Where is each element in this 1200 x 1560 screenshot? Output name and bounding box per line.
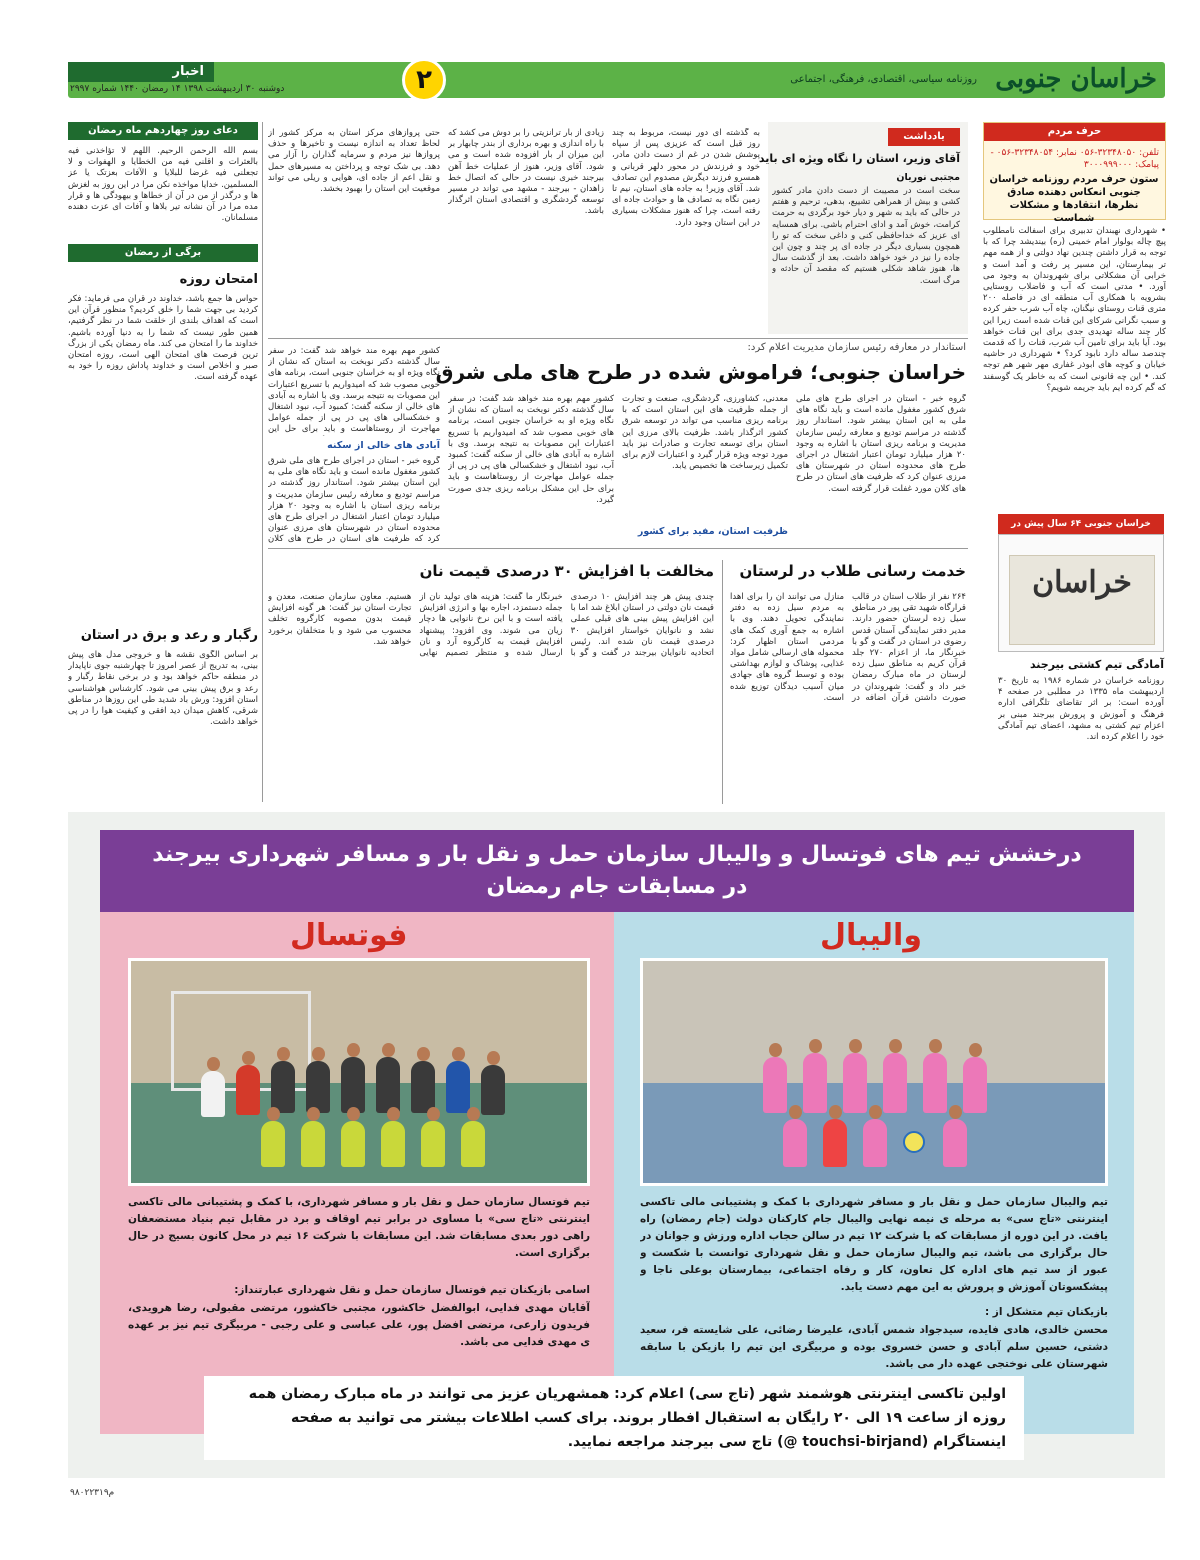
player-figure	[461, 1121, 485, 1167]
section-header-people: حرف مردم	[984, 123, 1165, 141]
main-article-title: خراسان جنوبی؛ فراموش شده در طرح های ملی شرق	[435, 360, 966, 384]
main-article-kicker: استاندار در معارفه رئیس سازمان مدیریت اعلام کرد:	[747, 342, 966, 353]
ramadan-body: حواس ها جمع باشد، خداوند در قرآن می فرماید: فکر کردید بی جهت شما را خلق کردیم؟ منظور قرآن این است که اهداف بلندی از خلقت شما در نظر گرفتیم، همین طور نیست که شما را به دنیا آورده باشیم. خداوند ما را امتحان می کند. ماه رمضان یکی از بزرگ ترین فرصت های امتحان الهی است، روزه امتحان صبر و اخلاص است و خداوند پاداش روزه را خود به عهده گرفته است.	[68, 294, 258, 383]
archive-caption: آمادگی تیم کشتی بیرجند	[1029, 658, 1164, 671]
player-figure	[381, 1121, 405, 1167]
note-author: مجتبی نوریان	[896, 172, 960, 183]
people-comments: • شهرداری نهبندان تدبیری برای آسفالت نامطلوب پیچ چاله بولوار امام خمینی (ره) بیندیشد چرا که با توجه به قرار داشتن چندین نهاد دولتی و از همه مهم تر بیمارستان، این مسیر پر رفت و آمد است و خرابی آن مشکلاتی برای شهروندان به وجود می آورد. • مدتی است که آب و فاضلاب روستایی بشرویه با همکاری آب منطقه ای در فاصله ۲۰۰ متری قنات روستای نیگنان، چاه آب شرب حفر کرده و سبب نگرانی شرکای این قنات شده است زیرا این کار چند ساله تهدیدی جدی برای این قنات خواهد بود. آیا باید برای تامین آب شرب، قنات را که قدمت چندصد ساله دارد نابود کرد؟ • شهرداری در حاشیه خیابان و کوچه های ابوذر غفاری مهر شهر هم توجه کند. • این چه قانونی است که به خاطر یک گوسفند که گم کرده ایم باید جریمه شویم؟	[983, 226, 1166, 393]
price-article-title: مخالفت با افزایش ۳۰ درصدی قیمت نان	[419, 562, 714, 580]
students-article-title: خدمت رسانی طلاب در لرستان	[739, 562, 966, 580]
archive-body: روزنامه خراسان در شماره ۱۹۸۶ به تاریخ ۳۰ اردیبهشت ماه ۱۳۳۵ در مطلبی در صفحه ۴ آورده است: بر اثر تقاضای تلگرافی اداره فرهنگ و آموزش و پرورش بیرجند مبنی بر اعزام تیم کشتی به مشهد، اعضای تیم آمادگی خود را اعلام کرده اند.	[998, 676, 1164, 743]
newspaper-subtitle: روزنامه سیاسی، اقتصادی، فرهنگی، اجتماعی	[790, 74, 977, 85]
dua-header: دعای روز چهاردهم ماه رمضان	[68, 122, 258, 140]
announcement-box	[204, 1376, 1024, 1460]
volleyball-roster-label: بازیکنان تیم متشکل از :	[984, 1306, 1108, 1318]
player-figure	[803, 1053, 827, 1113]
player-figure	[411, 1061, 435, 1113]
player-figure	[301, 1121, 325, 1167]
note-continued-col1: به گذشته ای دور نیست، مربوط به چند روز قبل است که عزیزی پس از سپاه پوشش شدن در غم از دست دادن مادر، خود و فرزندش در محور دلهر قربانی و همسرو فرزند دیگرش مصدوم این تصادف شد. آقای وزیر! به جاده های استان، نیم تا زمین نگاه به تصادف ها و حوادث جاده ای رفته است، چرا که هنوز مشکلات بسیاری در این استان وجود دارد.	[612, 128, 760, 228]
volleyball-title: والیبال	[820, 918, 922, 953]
contact-tagline: ستون حرف مردم روزنامه خراسان جنوبی انعکاس دهنده صادق نظرها، انتقادها و مشکلات شماست	[989, 174, 1159, 224]
player-figure	[843, 1053, 867, 1113]
player-figure	[783, 1119, 807, 1167]
ad-title-banner	[100, 830, 1134, 912]
player-figure	[341, 1121, 365, 1167]
player-figure	[201, 1071, 225, 1117]
ad-title-line1: درخشش تیم های فوتسال و والیبال سازمان حمل و نقل بار و مسافر شهرداری بیرجند	[152, 842, 1082, 867]
contact-box	[983, 122, 1166, 224]
dateline: دوشنبه ۳۰ اردیبهشت ۱۳۹۸ ۱۴ رمضان ۱۴۴۰ شماره ۲۹۹۷	[70, 84, 285, 94]
main-article-lead: گروه خبر - استان در اجرای طرح های ملی شرق کشور مغفول مانده است و باید نگاه های ملی به این استان بیشتر شود. استاندار روز گذشته در مراسم تودیع و معارفه رئیس سازمان مدیریت و برنامه ریزی استان با اشاره به وجود ۲۰ هزار میلیارد تومان اعتبار اشتغال در اجرای طرح های محدوده استان در شهرستان های مرزی عنوان کرد که ظرفیت های استان در طرح های کلان مورد غفلت قرار گرفته است.	[796, 394, 966, 494]
weather-title: رگبار و رعد و برق در استان	[80, 628, 258, 643]
announcement-text: اولین تاکسی اینترنتی هوشمند شهر (تاج سی) اعلام کرد: همشهریان عزیز می توانند در ماه مبارک رمضان همه روزه از ساعت ۱۹ الی ۲۰ رایگان به استقبال افطار بروند. برای کسب اطلاعات بیشتر می توانید به صفحه اینستاگرام (touchsi-birjand @) تاج سی بیرجند مراجعه نمایید.	[248, 1386, 1006, 1450]
player-figure	[421, 1121, 445, 1167]
students-article-body: ۲۶۴ نفر از طلاب استان در قالب قرارگاه شهید تقی پور در مناطق سیل زده لرستان حضور دارند. مدیر دفتر نمایندگی آستان قدس رضوی در استان در گفت و گو با خبرنگار ما، از اعزام ۲۷۰ جلد قرآن کریم به مناطق سیل زده لرستان در ماه مبارک رمضان خبر داد و گفت: شهروندان در صورت داشتن قرآن اضافه در منازل می توانند آن را برای اهدا به مردم سیل زده به دفتر نمایندگی تحویل دهند. وی با اشاره به جمع آوری کمک های مردمی استان اظهار کرد: محموله های ارسالی شامل مواد غذایی، پوشاک و لوازم بهداشتی بوده و توسط گروه های جهادی میان آسیب دیدگان توزیع شده است.	[730, 592, 966, 703]
archive-image	[998, 534, 1164, 652]
main-article-subhead-capacity: ظرفیت استان، مفید برای کشور	[637, 526, 788, 537]
main-article-col5: گروه خبر - استان در اجرای طرح های ملی شرق کشور مغفول مانده است و باید نگاه های ملی به این استان بیشتر شود. استاندار روز گذشته در مراسم تودیع و معارفه رئیس سازمان مدیریت و برنامه ریزی استان با اشاره به وجود ۲۰ هزار میلیارد تومان اعتبار اشتغال در اجرای طرح های محدوده استان در شهرستان های مرزی عنوان کرد که ظرفیت های استان در طرح های کلان	[268, 456, 440, 544]
player-figure	[923, 1053, 947, 1113]
futsal-roster-label: اسامی بازیکنان تیم فوتسال سازمان حمل و نقل شهرداری عبارتنداز:	[234, 1284, 590, 1296]
player-figure	[261, 1121, 285, 1167]
dua-body: بسم الله الرحمن الرحیم. اللهم لا تؤاخذنی فیه بالعثرات و اقلنی فیه من الخطایا و الهفوات و لا تجعلنی فیه غرضا للبلایا و الآفات بعزتک یا عز المسلمین. خدایا مواخذه نکن مرا در این روز به لغزش ها و درگذر از من در آن از خطاها و بیهودگی ها و قرار مده مرا در آن نشانه تیر بلاها و آفات ای عزت دهنده مسلمانان.	[68, 146, 258, 224]
volleyball-roster: محسن خالدی، هادی فایده، سیدجواد شمس آبادی، علیرضا رضائی، علی شایسته فر، سعید دشتی، حسین سلم آبادی و حسن خسروی بوده و مربیگری این تیم را بازیکن با سابقه شهرستان علی نوختجی عهده دار می باشد.	[640, 1324, 1108, 1370]
player-figure	[963, 1057, 987, 1113]
player-figure	[883, 1053, 907, 1113]
futsal-title: فوتسال	[290, 918, 408, 953]
archive-masthead: خراسان	[1032, 565, 1132, 600]
player-figure	[341, 1057, 365, 1113]
futsal-team-photo	[128, 958, 590, 1186]
main-article-col4: کشور مهم بهره مند خواهد شد گفت: در سفر سال گذشته دکتر نوبخت به استان که نشان از نگاه ویژه او به خراسان جنوبی است، برنامه های خوبی مصوب شد که امیدواریم با تسریع اعتبارات این مصوبات به نتیجه برسد. وی با اشاره به آبادی های خالی از سکنه گفت: کمبود آب، نبود اشتغال و خشکسالی های پی در پی از جمله عوامل مهاجرت از روستاهاست و باید برای حل این	[268, 346, 440, 435]
section-tab: اخبار	[68, 62, 214, 82]
player-figure	[863, 1119, 887, 1167]
ramadan-title: امتحان روزه	[179, 272, 258, 287]
price-article-body: چندی پیش هر چند افزایش ۱۰ درصدی قیمت نان دولتی در استان ابلاغ شد اما با این افزایش پیش بینی های قبلی عملی نشد و نانوایان خواستار افزایش ۳۰ درصدی قیمت نان شده اند. رئیس اتحادیه نانوایان بیرجند در گفت و گو با خبرنگار ما گفت: هزینه های تولید نان از جمله دستمزد، اجاره بها و انرژی افزایش یافته است و با این نرخ نانوایی ها دچار زیان می شوند. وی افزود: پیشنهاد افزایش قیمت به کارگروه آرد و نان ارسال شده و منتظر تصمیم نهایی هستیم. معاون سازمان صنعت، معدن و تجارت استان نیز گفت: هر گونه افزایش قیمت بدون مصوبه کارگروه تخلف محسوب می شود و با متخلفان برخورد خواهد شد.	[268, 592, 714, 659]
newspaper-logo: خراسان جنوبی	[995, 64, 1157, 94]
futsal-roster: آقایان مهدی فدایی، ابوالفضل خاکشور، مجتبی خاکشور، مرتضی مقبولی، رضا هرویدی، فریدون زارعی، مرتضی افضل پور، علی عباسی و علی رجبی - مربیگری تیم نیز بر عهده ی مهدی فدایی می باشد.	[128, 1302, 590, 1348]
note-title: آقای وزیر، استان را نگاه ویژه ای باید	[758, 152, 960, 165]
archive-header: خراسان جنوبی ۶۴ سال پیش در	[998, 514, 1164, 534]
player-figure	[823, 1119, 847, 1167]
player-figure	[446, 1061, 470, 1113]
contact-phones: تلفن: ۳۲۳۴۸۰۵۰-۰۵۶ نمابر: ۳۲۳۴۸۰۵۴-۰۵۶ - پیامک: ۳۰۰۰۹۹۹۰۰۰	[990, 148, 1159, 170]
note-label: یادداشت	[888, 128, 960, 146]
note-continued-col3: حتی پروازهای مرکز استان به مرکز کشور از لحاظ تعداد به اندازه نیست و تاخیرها و حذف پروازها نیز مردم و سرمایه گذاران را آزار می دهد. بی شک توجه و پرداختن به مسیرهای حمل و نقل اعم از جاده ای، هوایی و ریلی می تواند موقعیت این استان را بهبود بخشد.	[268, 128, 440, 195]
divider	[262, 122, 263, 802]
player-figure	[763, 1057, 787, 1113]
ad-code: ۹۸۰۲۲۳۱۹م	[70, 1488, 115, 1498]
weather-body: بر اساس الگوی نقشه ها و خروجی مدل های پیش بینی، به تدریج از عصر امروز تا چهارشنبه جوی ناپایدار در منطقه حاکم خواهد بود و در برخی نقاط رگبار و رعد و برق پیش بینی می شود. کارشناس هواشناسی استان افزود: ورش باد شدید طی این روزها در مناطق شرقی، کاهش میدان دید افقی و کیفیت هوا را در پی خواهد داشت.	[68, 650, 258, 728]
futsal-text: تیم فوتسال سازمان حمل و نقل بار و مسافر شهرداری، با کمک و پشتیبانی مالی تاکسی اینترنتی «تاج سی» با مساوی در برابر تیم اوقاف و برد در مقابل تیم بنیاد مستضعفان راهی دور بعدی مسابقات شد. این مسابقات با شرکت ۱۶ تیم در محل کانون بسیج در حال برگزاری است.	[128, 1196, 590, 1259]
main-article-col2: معدنی، کشاورزی، گردشگری، صنعت و تجارت از جمله ظرفیت های این استان است که با برنامه ریزی مناسب می تواند در توسعه شرق کشور اثرگذار باشد. ظرفیت بالای مرزی این استان برای توسعه تجارت و صادرات نیز باید مورد توجه ویژه قرار گیرد و اعتبارات لازم برای تکمیل زیرساخت ها تخصیص یابد.	[622, 394, 788, 472]
player-figure	[481, 1065, 505, 1115]
divider	[268, 548, 968, 549]
ad-title-line2: در مسابقات جام رمضان	[486, 874, 748, 899]
main-article-col3: کشور مهم بهره مند خواهد شد گفت: در سفر سال گذشته دکتر نوبخت به استان که نشان از نگاه ویژه او به خراسان جنوبی است، برنامه های خوبی مصوب شد که امیدواریم با تسریع اعتبارات این مصوبات به نتیجه برسد. وی با اشاره به آبادی های خالی از سکنه گفت: کمبود آب، نبود اشتغال و خشکسالی های پی در پی از جمله عوامل مهاجرت از روستاهاست و باید برای حل این مشکل برنامه ریزی جدی صورت گیرد.	[448, 394, 614, 505]
volleyball-team-photo	[640, 958, 1108, 1186]
volleyball-text: تیم والیبال سازمان حمل و نقل بار و مسافر شهرداری با کمک و پشتیبانی مالی تاکسی اینترنتی «تاج سی» به مرحله ی نیمه نهایی والیبال جام کارکنان دولت (جام رمضان) راه یافت. در این دوره از مسابقات که با شرکت ۱۲ تیم در سالن حجاب اداره ورزش و جوانان در حال برگزاری می باشد، تیم والیبال سازمان حمل و نقل شهرداری توانست با شکست و عبور از سد تیم های اداره کل تعاون، کار و رفاه اجتماعی، بیمارستان بوعلی ناجا و پیشکسوتان آموزش و پرورش به این مهم دست یابد.	[640, 1196, 1108, 1293]
player-figure	[306, 1061, 330, 1113]
note-body: سخت است در مصیبت از دست دادن مادر کشور کشی و بیش از همراهی تشییع، بدهی، ترحیم و هفتم در حالی که باید به شهر و دیار خود برگردی به حرمت کرامت، خوش آمد و ادای احترام باشی. برای همسایه ای عزیز که خداحافظی کنی و داغی سخت که تو را همچون بسیاری دیگر در جاده ای پر چند و چون این جاده را نیز در خود خواهد داشت. بعد از گذشت سال ها، هنوز شاهد شکلی هستیم که مقصد آن حادثه و مرگ است.	[772, 186, 960, 286]
main-article-subhead-villages: آبادی های خالی از سکنه	[327, 440, 440, 451]
player-figure	[376, 1057, 400, 1113]
page-number-badge: ۲	[402, 58, 446, 102]
ramadan-header: برگی از رمضان	[68, 244, 258, 262]
divider	[722, 560, 723, 804]
note-continued-col2: زیادی از بار ترانزیتی را بر دوش می کشد که با راه اندازی و بهره برداری از بندر چابهار بر این میزان ار بار افزوده شده است و می شود. آقای وزیر، هنوز از عملیات خط آهن بیرجند خبری نیست در حالی که اتصال خط زاهدان - بیرجند - مشهد می تواند در مسیر توسعه گردشگری و اقتصادی استان اثرگذار باشد.	[448, 128, 604, 217]
player-figure	[943, 1119, 967, 1167]
player-figure	[271, 1061, 295, 1113]
divider	[268, 338, 968, 339]
player-figure	[236, 1065, 260, 1115]
volleyball-icon	[903, 1131, 925, 1153]
